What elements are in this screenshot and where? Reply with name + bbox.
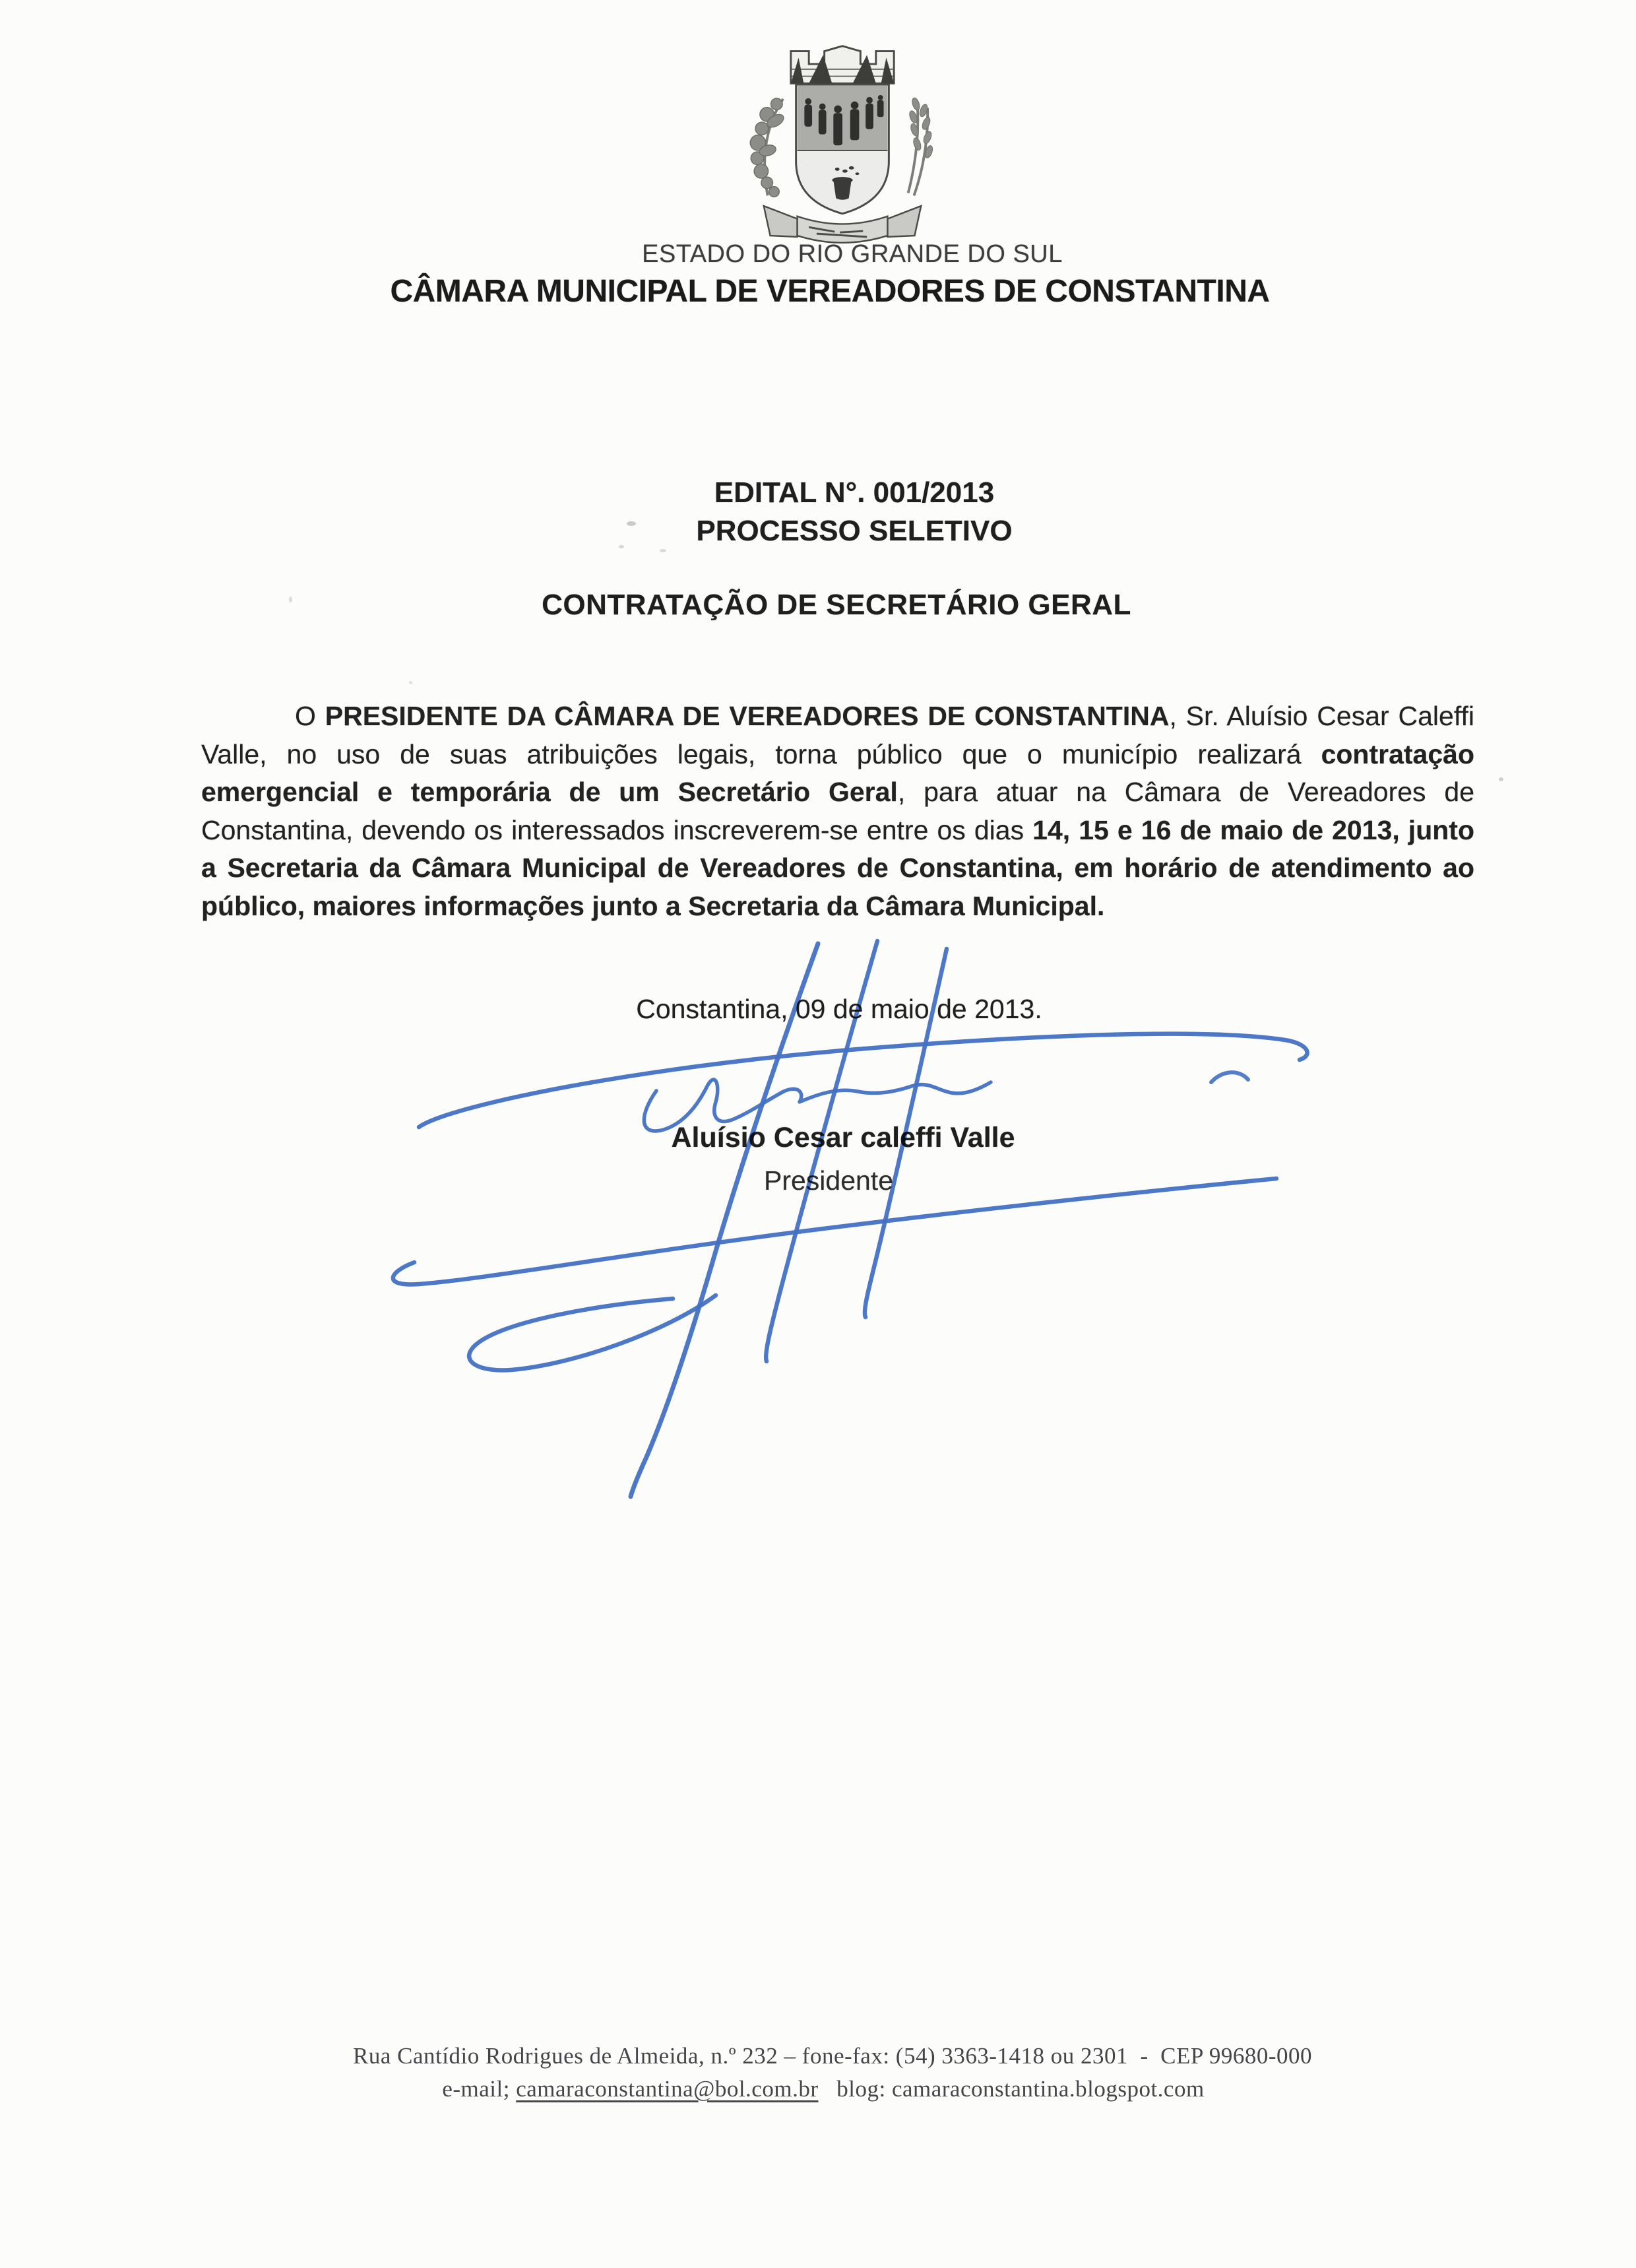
paragraph-segment: , para atuar na Câmara de Vereadores de Constantina, devendo os interessados inscreverem-se entre os dias [201, 777, 1474, 845]
scan-artifact [1499, 777, 1503, 781]
organization-line: CÂMARA MUNICIPAL DE VEREADORES DE CONSTANTINA [390, 274, 1270, 309]
signer-name: Aluísio Cesar caleffi Valle [671, 1122, 1015, 1153]
state-line: ESTADO DO RIO GRANDE DO SUL [642, 240, 1063, 268]
edict-paragraph [201, 697, 1474, 925]
paragraph-segment: contratação emergencial e temporária de um Secretário Geral [201, 738, 1474, 807]
footer-contact-line [5, 2076, 1636, 2102]
scan-artifact [409, 681, 412, 684]
scan-artifact [627, 521, 636, 526]
scan-artifact [660, 549, 666, 552]
footer-address-line: Rua Cantídio Rodrigues de Almeida, n.º 232 – fone-fax: (54) 3363-1418 ou 2301 - CEP 99680-000 [353, 2043, 1312, 2069]
signature-ink [356, 929, 1359, 1523]
paragraph-segment: , Sr. Aluísio Cesar Caleffi Valle, no uso de suas atribuições legais, torna público que o município realizará [201, 701, 1474, 769]
edital-number-title: EDITAL N°. 001/2013 [714, 476, 995, 509]
scan-artifact [289, 597, 292, 602]
email-address: camaraconstantina@bol.com.br [516, 2076, 819, 2102]
municipal-coat-of-arms [701, 41, 984, 263]
paragraph-segment: PRESIDENTE DA CÂMARA DE VEREADORES DE CONSTANTINA [325, 701, 1170, 731]
scan-artifact [619, 545, 624, 548]
email-label: e-mail; [442, 2076, 517, 2102]
processo-seletivo-title: PROCESSO SELETIVO [696, 515, 1013, 547]
blog-address: camaraconstantina.blogspot.com [891, 2076, 1205, 2102]
paragraph-segment: 14, 15 e 16 de maio de 2013, junto a Secretaria da Câmara Municipal de Vereadores de Constantina, em horário de atendimento ao público, maiores informações junto a Secretaria da Câmara Municipal. [201, 814, 1474, 921]
blog-label: blog: [818, 2076, 892, 2102]
paragraph-segment: O [295, 701, 325, 731]
subject-title: CONTRATAÇÃO DE SECRETÁRIO GERAL [542, 589, 1131, 621]
signer-title: Presidente [763, 1165, 893, 1196]
dateline: Constantina, 09 de maio de 2013. [636, 994, 1042, 1024]
